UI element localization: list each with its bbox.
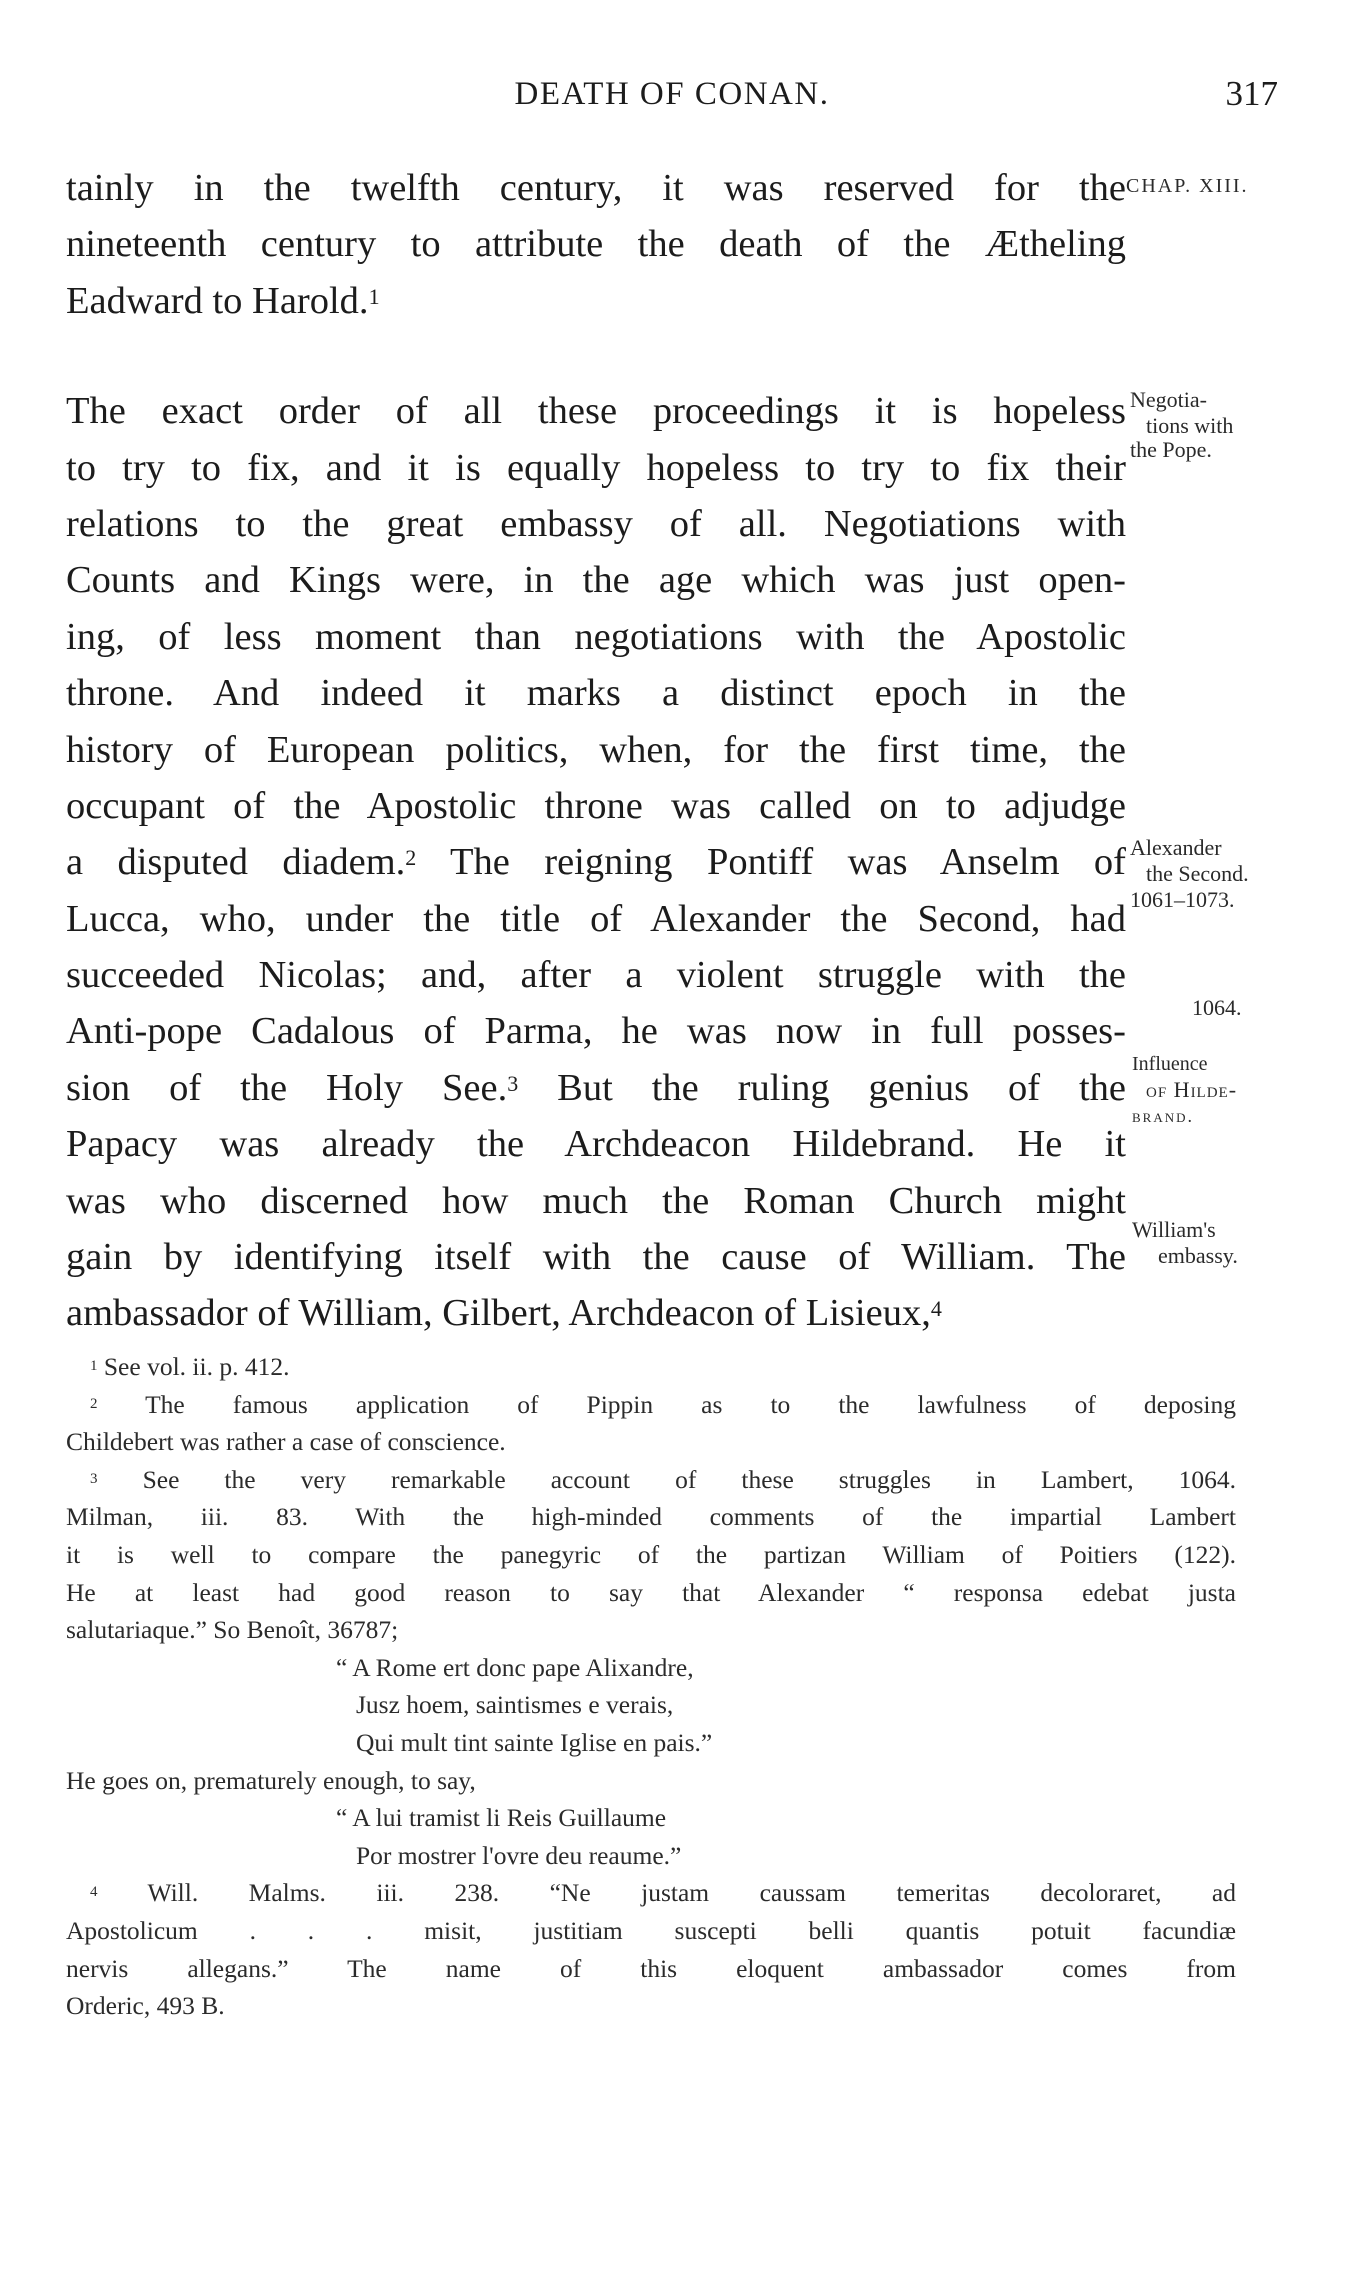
footnote-ref: 2 xyxy=(405,845,417,871)
text-line: ing, of less moment than negotiations with the Apostolic xyxy=(66,615,1126,658)
text-line: Eadward to Harold.$^1$ xyxy=(66,279,380,322)
footnote-ref: 4 xyxy=(930,1296,942,1322)
text-line: ambassador of William, Gilbert, Archdeacon of Lisieux,$^4$ xyxy=(66,1292,942,1335)
footnote-verse: “ A lui tramist li Reis Guillaume xyxy=(336,1803,667,1833)
text-line: succeeded Nicolas; and, after a violent struggle with the xyxy=(66,954,1126,997)
margin-note-alexander: 1061–1073. xyxy=(1130,887,1235,912)
text-line: Lucca, who, under the title of Alexander the Second, had xyxy=(66,897,1126,940)
footnote-line: Apostolicum . . . misit, justitiam suscepti belli quantis potuit facundiæ xyxy=(66,1915,1236,1945)
footnote-line: nervis allegans.” The name of this eloquent ambassador comes from xyxy=(66,1953,1236,1983)
footnote-verse: Por mostrer l'ovre deu reaume.” xyxy=(356,1840,682,1870)
footnote-line: Milman, iii. 83. With the high-minded comments of the impartial Lambert xyxy=(66,1502,1236,1532)
footnote-line: Childebert was rather a case of conscience. xyxy=(66,1427,506,1457)
text-line: Anti-pope Cadalous of Parma, he was now in full posses- xyxy=(66,1010,1126,1053)
page-number: 317 xyxy=(1225,74,1278,113)
paragraph-gap xyxy=(66,329,1126,383)
text-line: occupant of the Apostolic throne was called on to adjudge xyxy=(66,784,1126,827)
text-line: to try to fix, and it is equally hopeless to try to fix their xyxy=(66,446,1126,489)
margin-chapter: CHAP. XIII. xyxy=(1126,175,1249,197)
footnote-line: He at least had good reason to say that Alexander “ responsa edebat justa xyxy=(66,1577,1236,1607)
text-line: The exact order of all these proceedings it is hopeless xyxy=(66,390,1126,433)
text-line: nineteenth century to attribute the death of the Ætheling xyxy=(66,223,1126,266)
footnote-3: $^3$ See the very remarkable account of these struggles in Lambert, 1064. xyxy=(90,1464,1237,1494)
footnote-verse: Qui mult tint sainte Iglise en pais.” xyxy=(356,1727,713,1757)
footnote-line: He goes on, prematurely enough, to say, xyxy=(66,1765,476,1795)
footnote-verse: Jusz hoem, saintismes e verais, xyxy=(356,1690,674,1720)
margin-note-influence: brand. xyxy=(1132,1106,1195,1126)
margin-note-influence: Influence xyxy=(1132,1053,1208,1075)
text-line: relations to the great embassy of all. Negotiations with xyxy=(66,502,1126,545)
margin-note-influence: of Hilde- xyxy=(1146,1077,1238,1102)
footnotes xyxy=(66,1348,1236,2025)
text-line: was who discerned how much the Roman Church might xyxy=(66,1179,1126,1222)
margin-note-embassy: embassy. xyxy=(1158,1243,1238,1268)
margin-note-alexander: the Second. xyxy=(1146,861,1249,886)
margin-note-negotiations: Negotia- xyxy=(1130,387,1207,412)
footnote-line: salutariaque.” So Benoît, 36787; xyxy=(66,1615,399,1645)
footnote-2: $^2$ The famous application of Pippin as to the lawfulness of deposing xyxy=(90,1389,1236,1419)
footnote-ref: 1 xyxy=(368,283,380,309)
text-line: history of European politics, when, for the first time, the xyxy=(66,728,1126,771)
running-title: DEATH OF CONAN. xyxy=(514,76,830,112)
margin-note-negotiations: tions with xyxy=(1146,413,1234,438)
text-line: tainly in the twelfth century, it was reserved for the xyxy=(66,167,1126,209)
footnote-4: $^4$ Will. Malms. iii. 238. “Ne justam caussam temeritas decoloraret, ad xyxy=(90,1878,1236,1908)
text-line: gain by identifying itself with the cause of William. The xyxy=(66,1236,1126,1279)
text-line: sion of the Holy See.$^3$ But the ruling genius of the xyxy=(66,1066,1127,1109)
text-line: Papacy was already the Archdeacon Hildebrand. He it xyxy=(66,1123,1126,1166)
margin-note-alexander: Alexander xyxy=(1130,835,1222,860)
footnote-verse: “ A Rome ert donc pape Alixandre, xyxy=(336,1652,694,1682)
main-text xyxy=(66,160,1126,1342)
margin-note-year: 1064. xyxy=(1192,995,1242,1020)
text-line: Counts and Kings were, in the age which was just open- xyxy=(66,559,1126,602)
text-line: a disputed diadem.$^2$ The reigning Pontiff was Anselm of xyxy=(66,841,1126,884)
text-line: throne. And indeed it marks a distinct epoch in the xyxy=(66,672,1126,715)
footnote-1: $^1$ See vol. ii. p. 412. xyxy=(90,1352,290,1381)
footnote-line: Orderic, 493 B. xyxy=(66,1991,225,2021)
margin-note-negotiations: the Pope. xyxy=(1130,437,1212,462)
margin-note-embassy: William's xyxy=(1132,1217,1216,1242)
running-head xyxy=(66,68,1278,118)
footnote-line: it is well to compare the panegyric of the partizan William of Poitiers (122). xyxy=(66,1539,1236,1569)
footnote-ref: 3 xyxy=(507,1070,519,1096)
